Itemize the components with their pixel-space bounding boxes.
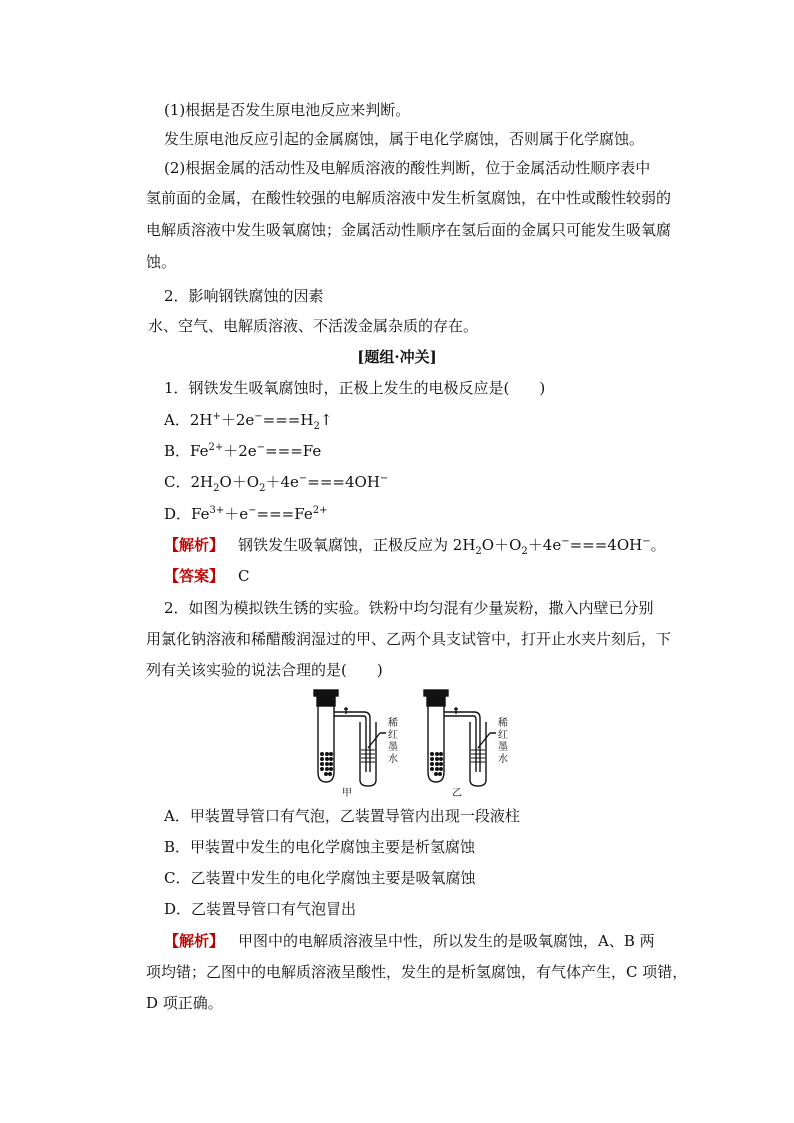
option-a: A．甲装置导管口有气泡，乙装置导管内出现一段液柱	[164, 807, 520, 825]
analysis-line: D 项正确。	[146, 994, 223, 1012]
option-d: D．$Fe^{3+}+e^-===Fe^{2+}$	[164, 505, 328, 523]
liquid-label: 水	[498, 754, 508, 765]
question-stem: 列有关该实验的说法合理的是( )	[146, 661, 383, 679]
option-a: A．$2H^++2e^-===H_2↑$	[164, 411, 333, 432]
liquid-label: 红	[388, 730, 398, 741]
analysis-tag: 【解析】	[164, 932, 225, 950]
liquid-label: 稀	[498, 718, 508, 729]
analysis-line: 【解析】 甲图中的电解质溶液呈中性，所以发生的是吸氧腐蚀，A、B 两	[164, 932, 655, 950]
figure-label-jia: 甲	[342, 788, 352, 798]
answer-value: C	[238, 567, 250, 585]
option-b: B．$Fe^{2+}+2e^-===Fe$	[164, 442, 322, 460]
analysis-line: 【解析】 钢铁发生吸氧腐蚀，正极反应为 $2H_2O+O_2+4e^-===4OH^-$。	[164, 536, 666, 557]
text-line: (2)根据金属的活动性及电解质溶液的酸性判断，位于金属活动性顺序表中	[164, 159, 651, 177]
apparatus-diagram	[302, 688, 526, 798]
stopper-icon	[314, 690, 338, 696]
figure-label-yi: 乙	[452, 788, 462, 798]
liquid-label: 水	[388, 754, 398, 765]
analysis-tag: 【解析】	[164, 536, 225, 554]
group-title: [题组·冲关]	[357, 348, 437, 366]
answer-line	[164, 566, 250, 586]
option-d: D．乙装置导管口有气泡冒出	[164, 900, 357, 918]
text-line: 蚀。	[146, 253, 177, 271]
liquid-label: 稀	[388, 718, 398, 729]
liquid-label: 墨	[498, 742, 508, 753]
text-line: 氢前面的金属，在酸性较强的电解质溶液中发生析氢腐蚀，在中性或酸性较弱的	[146, 189, 672, 207]
section-heading: 2．影响钢铁腐蚀的因素	[164, 287, 324, 305]
text-line: 水、空气、电解质溶液、不活泼金属杂质的存在。	[148, 317, 479, 335]
option-c: C．$2H_2O+O_2+4e^-===4OH^-$	[164, 473, 389, 494]
text-line: (1)根据是否发生原电池反应来判断。	[164, 101, 411, 119]
liquid-label: 墨	[388, 742, 398, 753]
iron-powder-icon	[320, 752, 443, 776]
text-line: 发生原电池反应引起的金属腐蚀，属于电化学腐蚀，否则属于化学腐蚀。	[164, 130, 645, 148]
text-line: 电解质溶液中发生吸氧腐蚀；金属活动性顺序在氢后面的金属只可能发生吸氧腐	[146, 221, 672, 239]
analysis-line: 项均错；乙图中的电解质溶液呈酸性，发生的是析氢腐蚀，有气体产生，C 项错，	[146, 963, 688, 981]
option-c: C．乙装置中发生的电化学腐蚀主要是吸氧腐蚀	[164, 869, 476, 887]
experiment-figure	[302, 688, 526, 798]
question-stem: 1．钢铁发生吸氧腐蚀时，正极上发生的电极反应是( )	[164, 379, 546, 397]
liquid-label: 红	[498, 730, 508, 741]
stopper-icon	[424, 690, 448, 696]
liquid-lines	[361, 750, 485, 762]
question-stem: 用氯化钠溶液和稀醋酸润湿过的甲、乙两个具支试管中，打开止水夹片刻后，下	[146, 630, 672, 648]
answer-tag: 【答案】	[164, 567, 225, 585]
option-b: B．甲装置中发生的电化学腐蚀主要是析氢腐蚀	[164, 838, 476, 856]
question-stem: 2．如图为模拟铁生锈的实验。铁粉中均匀混有少量炭粉，撒入内壁已分别	[164, 599, 654, 617]
